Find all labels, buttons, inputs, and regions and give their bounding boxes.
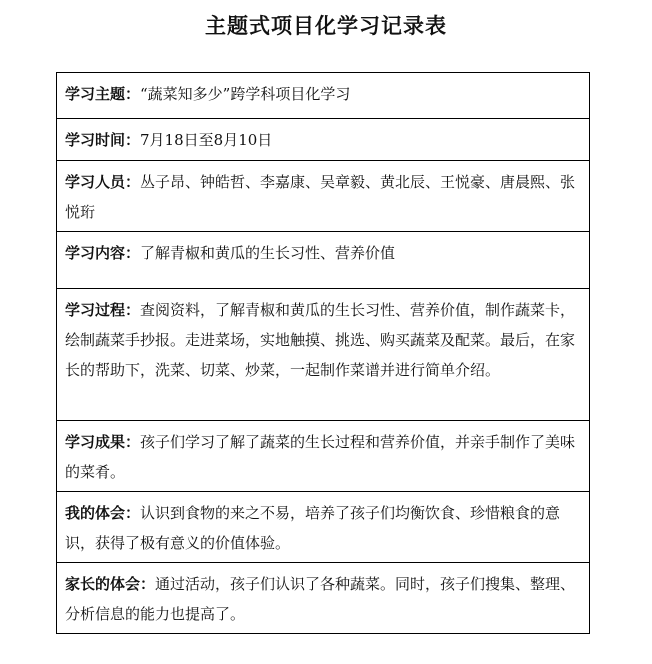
row-members bbox=[57, 161, 590, 232]
cell-members bbox=[57, 161, 590, 232]
row-parent-reflection bbox=[57, 563, 590, 634]
process-label: 学习过程： bbox=[65, 301, 141, 319]
page-title: 主题式项目化学习记录表 bbox=[205, 14, 447, 38]
row-topic bbox=[57, 73, 590, 119]
results-label: 学习成果： bbox=[65, 433, 141, 451]
topic-label: 学习主题： bbox=[65, 85, 141, 103]
parent-reflection-label: 家长的体会： bbox=[65, 575, 156, 593]
results-value: 孩子们学习了解了蔬菜的生长过程和营养价值，并亲手制作了美味的菜肴。 bbox=[65, 433, 576, 481]
my-reflection-label: 我的体会： bbox=[65, 504, 141, 522]
row-time bbox=[57, 119, 590, 161]
row-my-reflection bbox=[57, 492, 590, 563]
row-results bbox=[57, 421, 590, 492]
cell-process bbox=[57, 289, 590, 421]
cell-topic bbox=[57, 73, 590, 119]
parent-reflection-value: 通过活动，孩子们认识了各种蔬菜。同时，孩子们搜集、整理、分析信息的能力也提高了。 bbox=[65, 575, 576, 623]
my-reflection-value: 认识到食物的来之不易，培养了孩子们均衡饮食、珍惜粮食的意识，获得了极有意义的价值体验。 bbox=[65, 504, 561, 552]
row-process bbox=[57, 289, 590, 421]
content-value: 了解青椒和黄瓜的生长习性、营养价值 bbox=[140, 244, 396, 262]
cell-my-reflection bbox=[57, 492, 590, 563]
row-content bbox=[57, 232, 590, 289]
members-label: 学习人员： bbox=[65, 173, 141, 191]
cell-content bbox=[57, 232, 590, 289]
cell-parent-reflection bbox=[57, 563, 590, 634]
members-value: 丛子昂、钟皓哲、李嘉康、吴章毅、黄北辰、王悦豪、唐晨熙、张悦珩 bbox=[65, 173, 576, 221]
time-value: 7月18日至8月10日 bbox=[140, 131, 273, 149]
cell-results bbox=[57, 421, 590, 492]
record-table bbox=[56, 72, 590, 634]
time-label: 学习时间： bbox=[65, 131, 141, 149]
content-label: 学习内容： bbox=[65, 244, 141, 262]
cell-time bbox=[57, 119, 590, 161]
topic-value: “蔬菜知多少”跨学科项目化学习 bbox=[140, 85, 351, 103]
process-value: 查阅资料，了解青椒和黄瓜的生长习性、营养价值，制作蔬菜卡，绘制蔬菜手抄报。走进菜场，实地触摸、挑选、购买蔬菜及配菜。最后，在家长的帮助下，洗菜、切菜、炒菜，一起制作菜谱并进行简单介绍。 bbox=[65, 301, 576, 379]
